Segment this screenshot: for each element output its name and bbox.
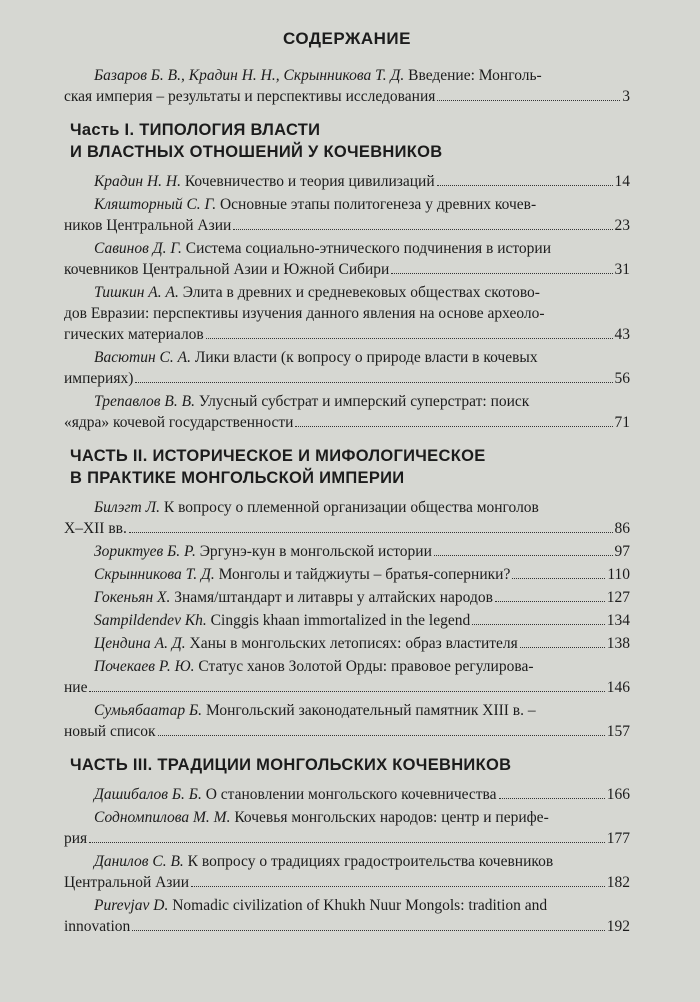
toc-entry[interactable]	[64, 587, 630, 608]
part-heading	[70, 445, 630, 489]
page-number: 43	[614, 326, 630, 343]
dot-leader	[512, 578, 605, 579]
page-number: 23	[614, 217, 630, 234]
entry-title-cont: Центральной Азии	[64, 874, 190, 891]
part-title-line: ЧАСТЬ II. ИСТОРИЧЕСКОЕ И МИФОЛОГИЧЕСКОЕ	[70, 447, 486, 465]
entry-last-line	[64, 368, 630, 389]
entry-author: Дашибалов Б. Б.	[94, 786, 202, 803]
dot-leader	[472, 624, 605, 625]
toc-entry[interactable]	[64, 347, 630, 389]
page-number: 182	[606, 874, 630, 891]
page-number: 177	[606, 830, 630, 847]
entry-line	[64, 700, 630, 721]
toc-entry[interactable]	[64, 282, 630, 345]
entry-last-line	[64, 828, 630, 849]
entry-line	[64, 347, 630, 368]
entry-author: Зориктуев Б. Р.	[94, 543, 196, 560]
part-title-line: Часть I. ТИПОЛОГИЯ ВЛАСТИ	[70, 121, 321, 139]
dot-leader	[89, 691, 604, 692]
page-number: 157	[606, 723, 630, 740]
entry-title: Монгольский законодательный памятник XIII в. –	[202, 702, 536, 719]
entry-title: Кочевья монгольских народов: центр и перифе-	[230, 809, 549, 826]
page-number: 71	[614, 414, 630, 431]
toc-entry[interactable]	[64, 633, 630, 654]
entry-title: Лики власти (к вопросу о природе власти в кочевых	[190, 349, 538, 366]
entry-author: Базаров Б. В., Крадин Н. Н., Скрынникова Т. Д.	[94, 67, 405, 84]
entry-title: О становлении монгольского кочевничества	[201, 786, 497, 803]
entry-title: Введение: Монголь-	[404, 67, 542, 84]
entry-line	[64, 391, 630, 412]
toc-entry[interactable]	[64, 807, 630, 849]
entry-line	[64, 238, 630, 259]
dot-leader	[495, 601, 605, 602]
entry-author: Purevjav D.	[94, 897, 169, 914]
page-number: 166	[606, 786, 630, 803]
toc-entry[interactable]	[64, 238, 630, 280]
dot-leader	[158, 735, 605, 736]
entry-line	[64, 895, 630, 916]
entry-author: Скрынникова Т. Д.	[94, 566, 215, 583]
entry-title-cont: гических материалов	[64, 326, 204, 343]
page-number: 31	[614, 261, 630, 278]
entry-author: Гокеньян Х.	[94, 589, 171, 606]
toc-entry[interactable]	[64, 784, 630, 805]
dot-leader	[206, 338, 613, 339]
entry-title: Кочевничество и теория цивилизаций	[180, 173, 435, 190]
entry-line	[64, 282, 630, 303]
toc-entry[interactable]	[64, 541, 630, 562]
entry-line	[64, 194, 630, 215]
part-title-line: В ПРАКТИКЕ МОНГОЛЬСКОЙ ИМПЕРИИ	[70, 469, 405, 487]
entry-author: Sampildendev Kh.	[94, 612, 207, 629]
toc-entry[interactable]	[64, 610, 630, 631]
dot-leader	[89, 842, 605, 843]
entry-last-line	[64, 633, 630, 654]
entry-author: Цендина А. Д.	[94, 635, 186, 652]
dot-leader	[132, 930, 604, 931]
entry-last-line	[64, 677, 630, 698]
entry-last-line	[64, 259, 630, 280]
part-heading	[70, 119, 630, 163]
entry-title: Система социально-этнического подчинения в истории	[181, 240, 552, 257]
entry-title-cont: ние	[64, 679, 88, 696]
entry-title-cont: рия	[64, 830, 88, 847]
toc-entry-intro[interactable]	[64, 65, 630, 107]
page-number: 56	[614, 370, 630, 387]
dot-leader	[391, 273, 612, 274]
entry-title: Nomadic civilization of Khukh Nuur Mongols: tradition and	[168, 897, 548, 914]
toc-entry[interactable]	[64, 851, 630, 893]
toc-entry[interactable]	[64, 700, 630, 742]
toc-entry[interactable]	[64, 656, 630, 698]
entry-line	[64, 65, 630, 86]
page-number: 110	[607, 566, 630, 583]
page-number: 192	[606, 918, 630, 935]
dot-leader	[233, 229, 612, 230]
toc-entry[interactable]	[64, 497, 630, 539]
page-number: 146	[606, 679, 630, 696]
entry-last-line	[64, 564, 630, 585]
entry-last-line	[64, 412, 630, 433]
entry-last-line	[64, 171, 630, 192]
dot-leader	[434, 555, 613, 556]
toc-entry[interactable]	[64, 895, 630, 937]
entry-title: Улусный субстрат и имперский суперстрат: поиск	[194, 393, 530, 410]
entry-author: Тишкин А. А.	[94, 284, 179, 301]
entry-title: Cinggis khaan immortalized in the legend	[206, 612, 471, 629]
page-number: 138	[606, 635, 630, 652]
entry-last-line	[64, 916, 630, 937]
entry-last-line	[64, 587, 630, 608]
entry-title-cont: кочевников Центральной Азии и Южной Сибири	[64, 261, 390, 278]
entry-author: Билэгт Л.	[94, 499, 160, 516]
dot-leader	[437, 185, 613, 186]
entry-line	[64, 303, 630, 324]
entry-author: Трепавлов В. В.	[94, 393, 195, 410]
part-heading	[70, 754, 630, 776]
entry-title-cont: innovation	[64, 918, 131, 935]
entry-author: Содномпилова М. М.	[94, 809, 231, 826]
entry-title: К вопросу о традициях градостроительства кочевников	[183, 853, 554, 870]
page-number: 3	[622, 88, 630, 105]
entry-line	[64, 851, 630, 872]
entry-last-line	[64, 541, 630, 562]
entry-author: Савинов Д. Г.	[94, 240, 182, 257]
entry-title: Элита в древних и средневековых обществах скотово-	[178, 284, 540, 301]
entry-last-line	[64, 610, 630, 631]
toc-entry[interactable]	[64, 171, 630, 192]
page-number: 127	[606, 589, 630, 606]
page-number: 134	[606, 612, 630, 629]
entry-title-cont: ская империя – результаты и перспективы исследования	[64, 88, 436, 105]
entry-title-cont: дов Евразии: перспективы изучения данного явления на основе археоло-	[64, 305, 545, 322]
entry-title-cont: новый список	[64, 723, 156, 740]
entry-last-line	[64, 324, 630, 345]
entry-line	[64, 656, 630, 677]
part-title-line: ЧАСТЬ III. ТРАДИЦИИ МОНГОЛЬСКИХ КОЧЕВНИКОВ	[70, 756, 512, 774]
entry-author: Почекаев Р. Ю.	[94, 658, 195, 675]
entry-author: Сумьябаатар Б.	[94, 702, 203, 719]
entry-title-cont: X–XII вв.	[64, 520, 127, 537]
entry-text-line	[94, 65, 542, 86]
entry-title: Статус ханов Золотой Орды: правовое регулирова-	[194, 658, 534, 675]
page-title: СОДЕРЖАНИЕ	[283, 29, 411, 48]
entry-title: Основные этапы политогенеза у древних кочев-	[216, 196, 537, 213]
entry-last-line	[64, 721, 630, 742]
dot-leader	[191, 886, 605, 887]
page-number: 14	[614, 173, 630, 190]
entry-line	[64, 497, 630, 518]
entry-title: К вопросу о племенной организации общества монголов	[159, 499, 539, 516]
entry-last-line	[64, 784, 630, 805]
entry-title-cont: «ядра» кочевой государственности	[64, 414, 294, 431]
entry-author: Кляшторный С. Г.	[94, 196, 217, 213]
dot-leader	[135, 382, 612, 383]
entry-line	[64, 807, 630, 828]
entry-last-line	[64, 86, 630, 107]
entry-title: Монголы и тайджиуты – братья-соперники?	[214, 566, 511, 583]
entry-author: Крадин Н. Н.	[94, 173, 181, 190]
entry-title: Эргунэ-кун в монгольской истории	[195, 543, 432, 560]
dot-leader	[437, 100, 620, 101]
dot-leader	[499, 798, 605, 799]
toc-entry[interactable]	[64, 194, 630, 236]
part-title-line: И ВЛАСТНЫХ ОТНОШЕНИЙ У КОЧЕВНИКОВ	[70, 143, 443, 161]
entry-author: Васютин С. А.	[94, 349, 191, 366]
entry-title-cont: ников Центральной Азии	[64, 217, 232, 234]
entry-title: Знамя/штандарт и литавры у алтайских народов	[170, 589, 493, 606]
entry-title-cont: империях)	[64, 370, 134, 387]
page-number: 86	[614, 520, 630, 537]
entry-last-line	[64, 872, 630, 893]
entry-last-line	[64, 518, 630, 539]
dot-leader	[129, 532, 613, 533]
dot-leader	[520, 647, 605, 648]
entry-last-line	[64, 215, 630, 236]
toc-entry[interactable]	[64, 391, 630, 433]
dot-leader	[295, 426, 612, 427]
toc-entry[interactable]	[64, 564, 630, 585]
page-number: 97	[614, 543, 630, 560]
entry-author: Данилов С. В.	[94, 853, 184, 870]
entry-title: Ханы в монгольских летописях: образ властителя	[185, 635, 518, 652]
